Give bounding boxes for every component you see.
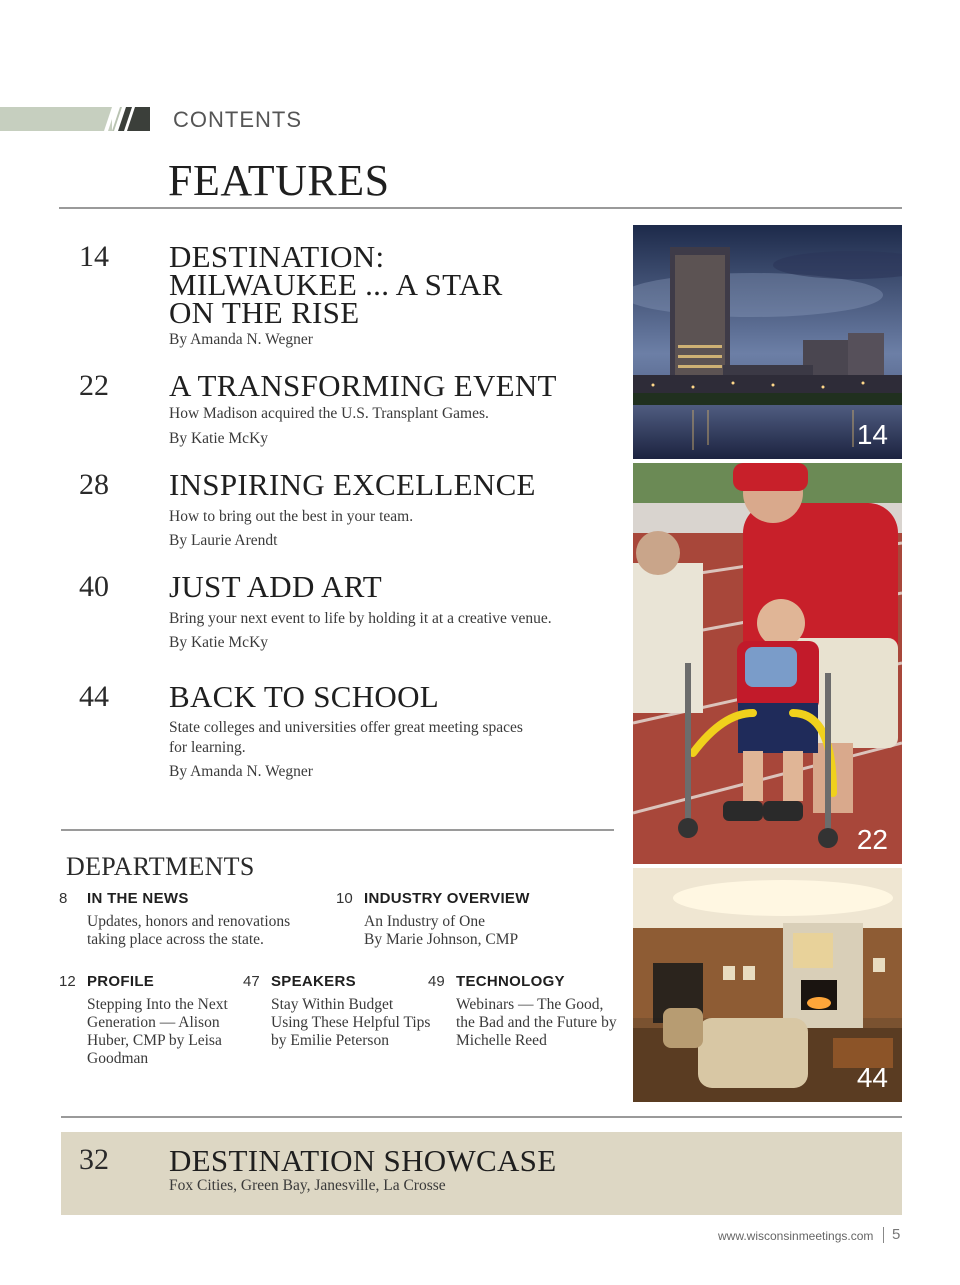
features-heading: FEATURES <box>168 156 390 205</box>
campus-lounge-photo <box>633 868 902 1102</box>
feature-byline: By Amanda N. Wegner <box>169 331 313 348</box>
footer-separator <box>883 1227 884 1243</box>
feature-byline: By Amanda N. Wegner <box>169 763 313 780</box>
feature-page-number: 40 <box>79 570 109 603</box>
departments-heading: DEPARTMENTS <box>66 852 255 881</box>
department-heading-link[interactable]: TECHNOLOGY <box>456 973 565 990</box>
photo-page-label: 22 <box>856 824 888 855</box>
header-stripe <box>0 107 150 131</box>
showcase-subtitle: Fox Cities, Green Bay, Janesville, La Crosse <box>169 1177 446 1194</box>
department-heading-link[interactable]: IN THE NEWS <box>87 890 189 907</box>
department-description: An Industry of One By Marie Johnson, CMP <box>364 913 519 948</box>
feature-title-link[interactable]: DESTINATION: MILWAUKEE ... A STAR ON THE RISE <box>169 239 503 330</box>
showcase-title-link[interactable]: DESTINATION SHOWCASE <box>169 1143 557 1178</box>
department-page-number: 10 <box>336 890 353 907</box>
department-description: Stepping Into the Next Generation — Alison Huber, CMP by Leisa Goodman <box>87 996 228 1067</box>
department-page-number: 47 <box>243 973 260 990</box>
transplant-games-photo <box>633 463 902 864</box>
feature-page-number: 22 <box>79 369 109 402</box>
track-image <box>633 463 902 864</box>
feature-title-link[interactable]: INSPIRING EXCELLENCE <box>169 467 536 502</box>
feature-description: Bring your next event to life by holding it at a creative venue. <box>169 610 552 627</box>
feature-byline: By Katie McKy <box>169 430 269 447</box>
department-heading-link[interactable]: PROFILE <box>87 973 155 990</box>
departments-rule <box>61 829 614 831</box>
feature-page-number: 28 <box>79 468 109 501</box>
feature-description: State colleges and universities offer great meeting spaces for learning. <box>169 719 523 756</box>
showcase-rule <box>61 1116 902 1118</box>
feature-title-link[interactable]: JUST ADD ART <box>169 569 383 604</box>
feature-description: How Madison acquired the U.S. Transplant Games. <box>169 405 489 422</box>
showcase-page-number: 32 <box>79 1143 109 1176</box>
feature-description: How to bring out the best in your team. <box>169 508 414 525</box>
photo-page-label: 44 <box>856 1062 888 1093</box>
department-page-number: 12 <box>59 973 76 990</box>
feature-page-number: 14 <box>79 240 109 273</box>
feature-title-link[interactable]: BACK TO SCHOOL <box>169 679 440 714</box>
department-description: Stay Within Budget Using These Helpful Tips by Emilie Peterson <box>271 996 431 1049</box>
features-rule <box>59 207 902 209</box>
department-heading-link[interactable]: SPEAKERS <box>271 973 356 990</box>
feature-byline: By Laurie Arendt <box>169 532 278 549</box>
footer-url: www.wisconsinmeetings.com <box>718 1229 874 1243</box>
department-description: Webinars — The Good, the Bad and the Future by Michelle Reed <box>456 996 617 1049</box>
feature-title-link[interactable]: A TRANSFORMING EVENT <box>169 368 557 403</box>
feature-byline: By Katie McKy <box>169 634 269 651</box>
department-heading-link[interactable]: INDUSTRY OVERVIEW <box>364 890 530 907</box>
contents-label: CONTENTS <box>173 107 302 132</box>
feature-page-number: 44 <box>79 680 109 713</box>
department-page-number: 8 <box>59 890 68 907</box>
milwaukee-skyline-photo <box>633 225 902 459</box>
department-page-number: 49 <box>428 973 445 990</box>
footer-page-number: 5 <box>892 1226 901 1243</box>
photo-page-label: 14 <box>856 419 888 450</box>
department-description: Updates, honors and renovations taking place across the state. <box>87 913 291 948</box>
